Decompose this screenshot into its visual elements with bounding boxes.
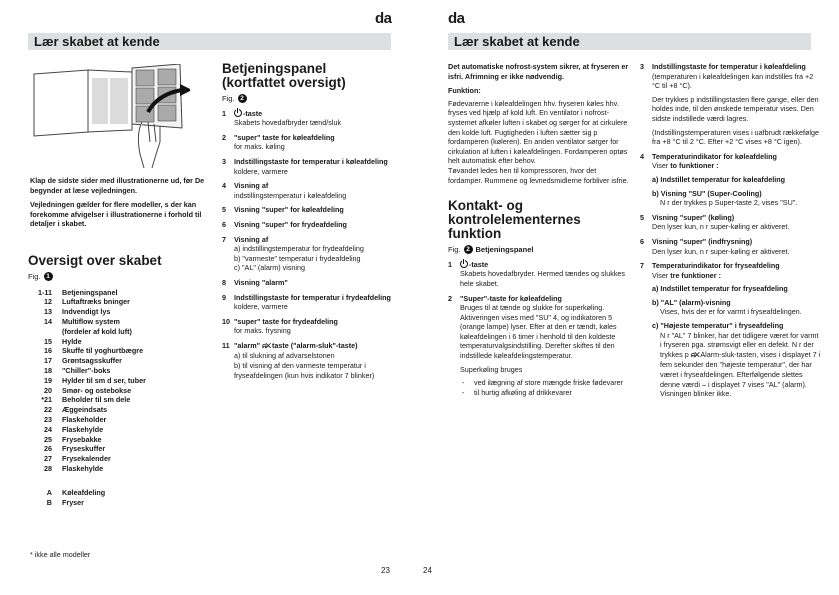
- list-item: 20 Smør- og ostebokse: [44, 385, 132, 395]
- figure-reference: [448, 245, 630, 255]
- footnote: * ikke alle modeller: [30, 550, 91, 559]
- figure-reference: [222, 94, 402, 104]
- panel-item-4: 4 Visning af indstillingstemperatur i køleafdeling: [222, 181, 347, 200]
- panel-item-2: 2 "super" taste for køleafdeling for maks. køling: [222, 132, 335, 152]
- alarm-off-icon: ⍾✕: [262, 342, 270, 350]
- overview-section: [28, 254, 208, 507]
- nofrost-column: [448, 62, 630, 397]
- power-icon: [460, 260, 468, 268]
- bullet-item: - til hurtig afkøling af drikkevarer: [462, 387, 572, 397]
- language-code: da: [448, 10, 465, 27]
- fig-label: Fig.: [222, 94, 235, 103]
- list-item: 1-11 Betjeningspanel: [38, 287, 118, 297]
- panel-item-10: 10 "super" taste for frydeafdeling for maks. frysning: [222, 316, 338, 336]
- intro-paragraph-1: Klap de sidste sider med illustrationerne ud, før De begynder at læse vejledningen.: [30, 176, 205, 195]
- section-title-bar: Lær skabet at kende: [28, 33, 391, 50]
- language-code: da: [375, 10, 392, 27]
- control-item-4: 4 Temperaturindikator for køleafdeling Viser to funktioner : a) Indstillet temperatur for køleafdeling b) Visning "SU" (Super-Cooling) N r der trykkes p Super-taste 2, vises "SU".: [640, 151, 798, 208]
- figure-number-badge: 1: [44, 272, 53, 281]
- page-number: 24: [423, 566, 432, 575]
- list-item: 25 Frysebakke: [44, 434, 102, 444]
- list-item: 13 Indvendigt lys: [44, 307, 111, 317]
- panel-item-5: 5 Visning "super" for køleafdeling: [222, 205, 344, 215]
- panel-overview-section: [222, 62, 402, 380]
- nofrost-intro: Det automatiske nofrost-system sikrer, at fryseren er isfri. Afrimning er ikke nødvendig.: [448, 62, 629, 81]
- list-item: (fordeler af kold luft): [62, 326, 132, 336]
- control-item-3: 3 Indstillingstaste for temperatur i køleafdeling (temperaturen i køleafdelingen kan indstilles fra +2 °C til +8 °C). Der trykkes p indstillingstasten flere gange, eller den holdes inde, til den ønskede temperatur vises. Den sidste indstillede værdi lagres. (Indstillingstemperaturen vises i uafbrudt rækkefølge fra +8 °C til 2 °C. Efter +2 °C vises +8 °C igen).: [640, 62, 819, 147]
- bullet-item: - ved ilægning af store mængde friske fødevarer: [462, 378, 624, 388]
- list-item: 27 Frysekalender: [44, 454, 111, 464]
- panel-item-6: 6 Visning "super" for frydeafdeling: [222, 219, 347, 229]
- panel-item-1: 1 -taste Skabets hovedafbryder tænd/sluk: [222, 108, 342, 128]
- list-item: 19 Hylder til sm d ser, tuber: [44, 375, 146, 385]
- intro-paragraph-2: Vejledningen gælder for flere modeller, s der kan forekomme afvigelser i illustrationerne i forhold til detaljer i skabet.: [30, 200, 202, 229]
- panel-heading-line1: Betjeningspanel: [222, 61, 327, 76]
- contact-heading: Kontakt- og kontrolelementernes funktion: [448, 198, 581, 242]
- overview-heading: Oversigt over skabet: [28, 253, 162, 268]
- fig-caption: Betjeningspanel: [475, 245, 534, 255]
- list-item: 22 Æggeindsats: [44, 405, 108, 415]
- figure-reference: [28, 272, 208, 282]
- list-item: 15 Hylde: [44, 336, 82, 346]
- intro-text: [30, 176, 210, 229]
- list-item: 16 Skuffe til yoghurtbægre: [44, 346, 144, 356]
- section-title-bar: Lær skabet at kende: [448, 33, 811, 50]
- list-item: A Køleafdeling: [46, 487, 106, 497]
- list-item: 26 Fryseskuffer: [44, 444, 106, 454]
- list-item: 12 Luftaftræks bninger: [44, 297, 130, 307]
- panel-heading-line2: (kortfattet oversigt): [222, 75, 346, 90]
- parts-list: [28, 288, 208, 508]
- panel-item-9: 9 Indstillingstaste for temperatur i frydeafdeling koldere, varmere: [222, 292, 391, 312]
- alarm-off-icon: ⍾✕: [690, 351, 699, 359]
- control-item-6: 6 Visning "super" (indfrysning) Den lyser kun, n r super-køling er aktiveret.: [640, 236, 790, 256]
- contact-item-1: 1 -taste Skabets hovedafbryder. Hermed tændes og slukkes hele skabet.: [448, 259, 626, 288]
- list-item: 24 Flaskehylde: [44, 424, 104, 434]
- contact-item-2: 2 "Super"-taste for køleafdeling Bruges til at tænde og slukke for superkøling. Aktiveringen vises med "SU" 4, og indikatoren 5 (orange lampe) lyser. Efter at den er tændt, køles køleafdelingen i 6 timer i henhold til den koldeste temperaturvalgsindstilling. Derefter skiftes til den indstillede køleafdelingstemperatur. Superkøling bruges - ved ilægning af store mængde friske fødevarer - til hurtig afkøling af drikkevarer: [448, 294, 630, 398]
- list-item: 18 "Chiller"-boks: [44, 365, 111, 375]
- list-item: 28 Flaskehylde: [44, 463, 104, 473]
- panel-item-3: 3 Indstillingstaste for temperatur i køleafdeling koldere, varmere: [222, 156, 388, 176]
- function-heading: Funktion:: [448, 86, 481, 96]
- indicator-column: [640, 62, 822, 399]
- right-page: [420, 0, 839, 595]
- list-item: 14 Multiflow system: [44, 316, 120, 326]
- fig-label: Fig.: [28, 272, 41, 281]
- figure-number-badge: 2: [238, 94, 247, 103]
- list-item: 23 Flaskeholder: [44, 414, 107, 424]
- fold-out-pages-illustration: [30, 64, 190, 174]
- list-item: B Fryser: [46, 497, 84, 507]
- control-item-7: 7 Temperaturindikator for fryseafdeling Viser tre funktioner : a) Indstillet temperatur for fryseafdeling b) "AL" (alarm)-visning Vises, hvis der er for varmt i fryseafdelingen. c) "Højeste temperatur" i fryseafdeling N r "AL" 7 blinker, har det tidligere været for varmt i fryseren pga. strømsvigt eller en defekt. N r der trykkes p ⍾✕ Alarm-sluk-tasten, vises i displayet 7 i fem sekunder den "højeste temperatur", der har været i fryseafdelingen. Efterfølgende slettes denne værdi – i displayet 7 vises "AL" (alarm). Visningen blinker ikke.: [640, 261, 821, 399]
- panel-item-7: 7 Visning af a) indstillingstemperatur for frydeafdeling b) "varmeste" temperatur i frydeafdeling c) "AL" (alarm) visning: [222, 234, 364, 273]
- control-item-5: 5 Visning "super" (køling) Den lyser kun, n r super-køling er aktiveret.: [640, 212, 790, 232]
- power-icon: [234, 109, 242, 117]
- function-text-1: Fødevarerne i køleafdelingen hhv. fryseren køles hhv. fryses ved hjælp af kold luft. En ventilator i nofrost-systemet afkøler luften i skabet og sørger for at cirkulere den kolde luft. Fugtigheden i luften sætter sig p fordamperen (køleren). En anden ventilator sørger for cirkulation af luften i køleafdelingen. Fordamperen optøs helt automatisk efter behov.: [448, 98, 628, 166]
- panel-item-11: 11 "alarm" ⍾✕ taste ("alarm-sluk"-taste) a) til slukning af advarselstonen b) til visning af den varmeste temperatur i fryseafdelingen (kun hvis indikator 7 blinker): [222, 340, 375, 380]
- list-item: 17 Grøntsagsskuffer: [44, 356, 122, 366]
- list-item: *21 Beholder til sm dele: [41, 395, 131, 405]
- fig-label: Fig.: [448, 245, 461, 255]
- function-text-2: Tøvandet ledes hen til kompressoren, hvor det fordamper. Rummene og levnedsmidlerne forbliver isfrie.: [448, 165, 629, 185]
- panel-item-8: 8 Visning "alarm": [222, 277, 288, 287]
- page-number: 23: [381, 566, 390, 575]
- figure-number-badge: 2: [464, 245, 473, 254]
